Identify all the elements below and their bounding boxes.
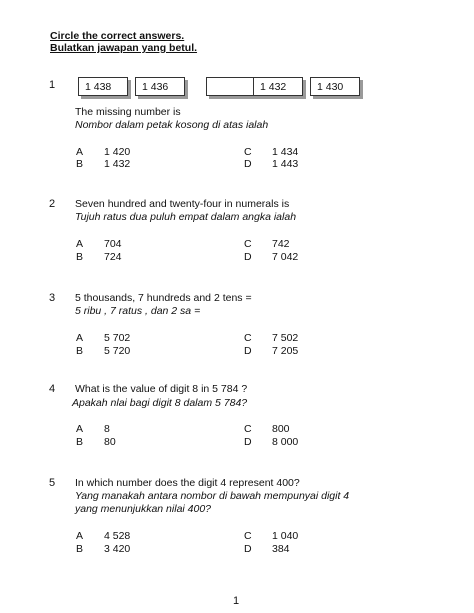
question-4-text-ms: Apakah nlai bagi digit 8 dalam 5 784? xyxy=(72,397,248,409)
question-2-text-ms: Tujuh ratus dua puluh empat dalam angka ialah xyxy=(75,211,297,223)
sequence-box: 1 438 xyxy=(78,77,128,96)
question-5-text-ms: Yang manakah antara nombor di bawah mempunyai digit 4 xyxy=(75,490,350,502)
option-c: C 800 xyxy=(244,423,290,435)
instruction-en: Circle the correct answers. xyxy=(50,30,185,42)
option-b: B 80 xyxy=(76,436,116,448)
option-d: D 8 000 xyxy=(244,436,299,448)
question-5-text-en: In which number does the digit 4 represent 400? xyxy=(75,477,300,489)
option-b: B 3 420 xyxy=(76,543,131,555)
option-c: C 742 xyxy=(244,238,290,250)
question-5-text-ms-2: yang menunjukkan nilai 400? xyxy=(75,503,212,515)
sequence-box-blank xyxy=(206,77,256,96)
question-4-number: 4 xyxy=(49,383,56,395)
option-a: A 4 528 xyxy=(76,530,131,542)
option-c: C 1 434 xyxy=(244,146,299,158)
question-1-number: 1 xyxy=(49,79,56,91)
option-b: B 1 432 xyxy=(76,158,131,170)
question-2-text-en: Seven hundred and twenty-four in numerals is xyxy=(75,198,290,210)
question-1-text-ms: Nombor dalam petak kosong di atas ialah xyxy=(75,119,269,131)
option-a: A 5 702 xyxy=(76,332,131,344)
page-number: 1 xyxy=(233,595,240,607)
option-d: D 7 042 xyxy=(244,251,299,263)
question-2-number: 2 xyxy=(49,198,56,210)
question-1-text-en: The missing number is xyxy=(75,106,181,118)
option-d: D 7 205 xyxy=(244,345,299,357)
number-sequence xyxy=(78,77,368,99)
option-a: A 1 420 xyxy=(76,146,131,158)
option-d: D 1 443 xyxy=(244,158,299,170)
option-a: A 8 xyxy=(76,423,110,435)
question-3-text-en: 5 thousands, 7 hundreds and 2 tens = xyxy=(75,292,252,304)
option-c: C 1 040 xyxy=(244,530,299,542)
option-b: B 5 720 xyxy=(76,345,131,357)
instruction-heading xyxy=(50,30,197,54)
option-d: D 384 xyxy=(244,543,290,555)
sequence-box: 1 436 xyxy=(135,77,185,96)
question-4-text-en: What is the value of digit 8 in 5 784 ? xyxy=(75,383,248,395)
question-5-number: 5 xyxy=(49,477,56,489)
sequence-box: 1 432 xyxy=(253,77,303,96)
instruction-ms: Bulatkan jawapan yang betul. xyxy=(50,42,198,54)
option-c: C 7 502 xyxy=(244,332,299,344)
question-3-text-ms: 5 ribu , 7 ratus , dan 2 sa = xyxy=(75,305,201,317)
option-a: A 704 xyxy=(76,238,122,250)
option-b: B 724 xyxy=(76,251,122,263)
sequence-box: 1 430 xyxy=(310,77,360,96)
question-3-number: 3 xyxy=(49,292,56,304)
